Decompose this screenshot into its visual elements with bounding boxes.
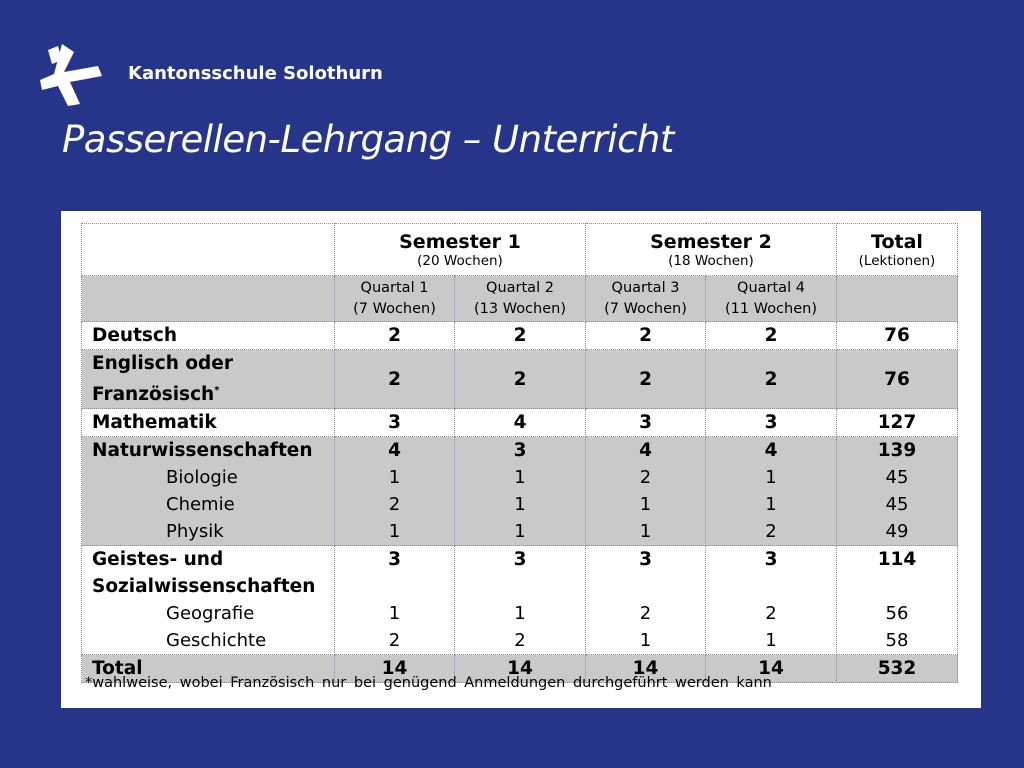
cell: 2 [586,322,706,350]
cell: 2 [706,350,837,409]
cell: 14 [455,655,586,683]
cell: 4 1 2 1 [335,437,455,546]
cell: 3 1 2 [335,546,455,655]
total-cell: 532 [837,655,958,683]
cell: 4 2 1 1 [586,437,706,546]
total-cell: 139 45 45 49 [837,437,958,546]
subject-mathematik: Mathematik [82,409,335,437]
table-row [82,350,958,409]
cell: 3 1 2 [455,546,586,655]
semester-1-header: Semester 1 (20 Wochen) [335,224,586,276]
quarter-header-row [82,276,958,322]
footnote: *wahlweise, wobei Französisch nur bei genügend Anmeldungen durchgeführt werden kann [85,675,772,691]
quarter-1-header: Quartal 1 (7 Wochen) [335,276,455,322]
lesson-table [81,223,958,683]
quarter-2-header: Quartal 2 (13 Wochen) [455,276,586,322]
cell: 3 2 1 [706,546,837,655]
cell: 2 [706,322,837,350]
cell: 4 [455,409,586,437]
total-cell: 76 [837,322,958,350]
subject-geisteswissenschaften: Geistes- und Sozialwissenschaften Geografie Geschichte [82,546,335,655]
cell: 3 [335,409,455,437]
total-cell: 127 [837,409,958,437]
cell: 2 [455,322,586,350]
table-row [82,409,958,437]
cell: 2 [335,350,455,409]
quarter-total-empty [837,276,958,322]
header-empty [82,224,335,276]
table-row [82,437,958,546]
table-row [82,322,958,350]
quarter-4-header: Quartal 4 (11 Wochen) [706,276,837,322]
school-name: Kantonsschule Solothurn [128,63,383,84]
cell: 14 [706,655,837,683]
schedule-panel [61,211,981,708]
cell: 2 [335,322,455,350]
subject-naturwissenschaften: Naturwissenschaften Biologie Chemie Physik [82,437,335,546]
page-title: Passerellen-Lehrgang – Unterricht [62,118,674,161]
cell: 3 [706,409,837,437]
total-cell: 76 [837,350,958,409]
subject-englisch: Englisch oder Französisch* [82,350,335,409]
cell: 4 1 1 2 [706,437,837,546]
quarter-3-header: Quartal 3 (7 Wochen) [586,276,706,322]
cell: 14 [335,655,455,683]
total-label: Total [82,655,335,683]
quarter-empty [82,276,335,322]
table-header-row [82,224,958,276]
semester-2-header: Semester 2 (18 Wochen) [586,224,837,276]
table-row [82,546,958,655]
kantonsschule-logo-icon [40,42,106,106]
total-cell: 114 56 58 [837,546,958,655]
cell: 3 1 1 1 [455,437,586,546]
cell: 3 [586,409,706,437]
cell: 14 [586,655,706,683]
total-header: Total (Lektionen) [837,224,958,276]
cell: 3 2 1 [586,546,706,655]
cell: 2 [455,350,586,409]
subject-deutsch: Deutsch [82,322,335,350]
cell: 2 [586,350,706,409]
